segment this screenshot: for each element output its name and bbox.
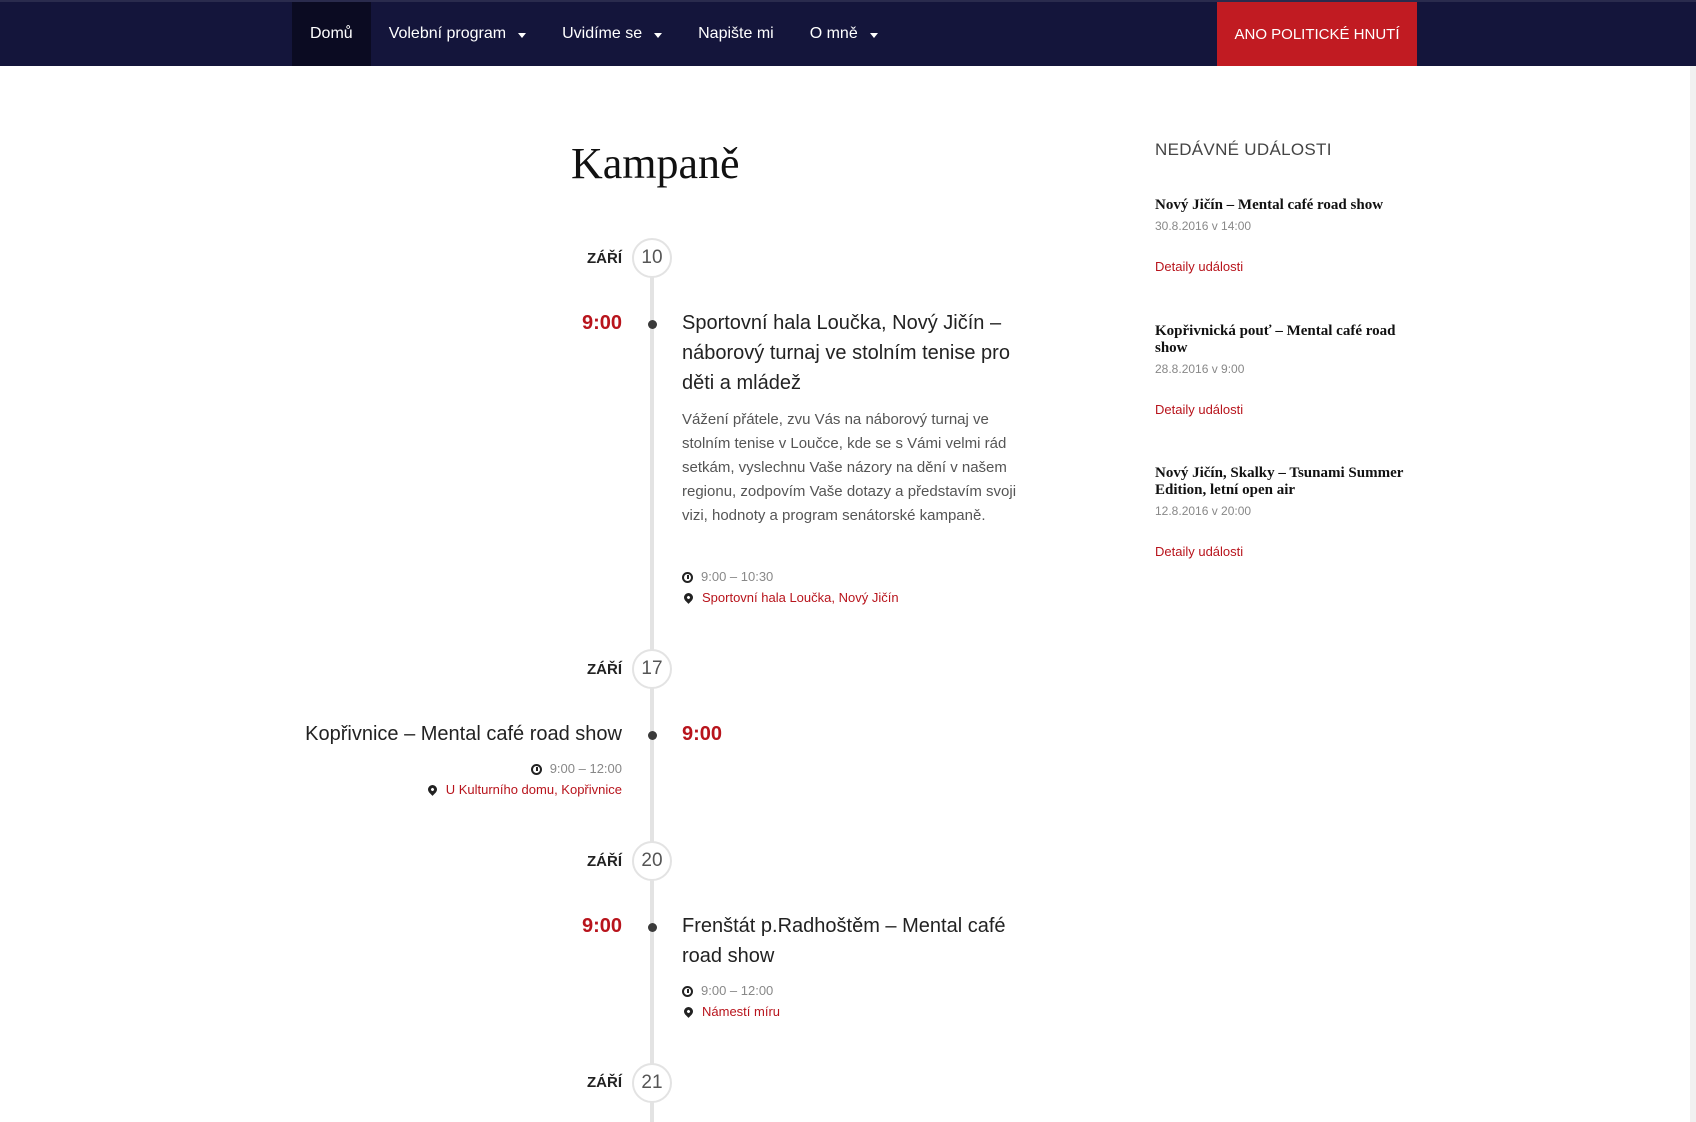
timeline-dot	[648, 731, 657, 740]
day-badge: 17	[632, 649, 672, 689]
nav-item-about[interactable]	[792, 2, 896, 66]
nav-item-program[interactable]	[371, 2, 544, 66]
day-badge: 21	[632, 1063, 672, 1103]
event-location[interactable]	[322, 780, 622, 800]
event-details-link[interactable]: Detaily události	[1155, 544, 1244, 559]
day-badge: 20	[632, 841, 672, 881]
map-pin-icon	[426, 783, 439, 796]
recent-event-title[interactable]: Nový Jičín, Skalky – Tsunami Summer Edition, letní open air	[1155, 465, 1404, 498]
nav-item-contact[interactable]	[680, 2, 792, 66]
nav-item-label: O mně	[809, 25, 858, 42]
event-duration	[682, 981, 773, 1001]
recent-event-item	[1155, 197, 1415, 274]
event-duration-text: 9:00 – 12:00	[701, 983, 774, 998]
recent-event-date: 12.8.2016 v 20:00	[1155, 504, 1252, 518]
top-navbar	[0, 0, 1696, 66]
timeline-dot	[648, 923, 657, 932]
event-details-link[interactable]: Detaily události	[1155, 259, 1244, 274]
event-location[interactable]	[682, 1002, 780, 1022]
timeline-line	[650, 256, 654, 1122]
clock-icon	[682, 986, 693, 997]
event-time: 9:00	[581, 915, 622, 937]
nav-item-label: Volební program	[388, 25, 507, 42]
event-location-text: Sportovní hala Loučka, Nový Jičín	[702, 590, 899, 605]
recent-event-title[interactable]: Nový Jičín – Mental café road show	[1155, 197, 1384, 213]
month-label: ZÁŘÍ	[587, 250, 622, 267]
event-title[interactable]: Frenštát p.Radhoštěm – Mental café road show	[682, 915, 1006, 967]
nav-item-label: Domů	[310, 25, 353, 42]
recent-event-item	[1155, 323, 1415, 417]
event-title[interactable]: Kopřivnice – Mental café road show	[305, 723, 622, 745]
recent-event-date: 30.8.2016 v 14:00	[1155, 219, 1252, 233]
event-location-text: Námestí míru	[702, 1004, 781, 1019]
clock-icon	[531, 764, 542, 775]
caret-down-icon	[654, 33, 662, 38]
nav-item-home[interactable]	[292, 2, 371, 66]
day-badge: 10	[632, 238, 672, 278]
event-location[interactable]	[682, 588, 899, 608]
timeline-dot	[648, 320, 657, 329]
nav-item-label: Napište mi	[698, 25, 774, 42]
recent-event-title[interactable]: Kopřivnická pouť – Mental café road show	[1155, 323, 1396, 356]
recent-event-item	[1155, 465, 1415, 559]
event-details-link[interactable]: Detaily události	[1155, 402, 1244, 417]
recent-event-date: 28.8.2016 v 9:00	[1155, 362, 1245, 376]
nav-item-events[interactable]	[544, 2, 680, 66]
party-link-button[interactable]: ANO POLITICKÉ HNUTÍ	[1217, 2, 1417, 66]
event-location-text: U Kulturního domu, Kopřivnice	[445, 782, 622, 797]
sidebar-heading: NEDÁVNÉ UDÁLOSTI	[1155, 140, 1332, 159]
month-label: ZÁŘÍ	[587, 853, 622, 870]
event-description: Vážení přátele, zvu Vás na náborový turnaj ve stolním tenise v Loučce, kde se s Vámi velmi rád setkám, vyslechnu Vaše názory na dění v našem regionu, zodpovím Vaše dotazy a představím svoji vizi, hodnoty a program senátorské kampaně.	[682, 411, 1017, 524]
nav-item-label: Uvidíme se	[562, 25, 643, 42]
event-duration	[682, 567, 773, 587]
event-duration	[322, 759, 622, 779]
page-title: Kampaně	[571, 139, 740, 188]
event-duration-text: 9:00 – 12:00	[549, 761, 622, 776]
map-pin-icon	[682, 1005, 695, 1018]
month-label: ZÁŘÍ	[587, 661, 622, 678]
event-time: 9:00	[682, 723, 723, 745]
map-pin-icon	[682, 591, 695, 604]
event-time: 9:00	[581, 312, 622, 334]
event-duration-text: 9:00 – 10:30	[701, 569, 774, 584]
clock-icon	[682, 572, 693, 583]
month-label: ZÁŘÍ	[587, 1074, 622, 1091]
caret-down-icon	[870, 33, 878, 38]
event-title[interactable]: Sportovní hala Loučka, Nový Jičín – náborový turnaj ve stolním tenise pro děti a mládež	[682, 312, 1010, 394]
main-nav	[292, 2, 896, 66]
scrollbar[interactable]	[1690, 66, 1696, 1122]
caret-down-icon	[518, 33, 526, 38]
